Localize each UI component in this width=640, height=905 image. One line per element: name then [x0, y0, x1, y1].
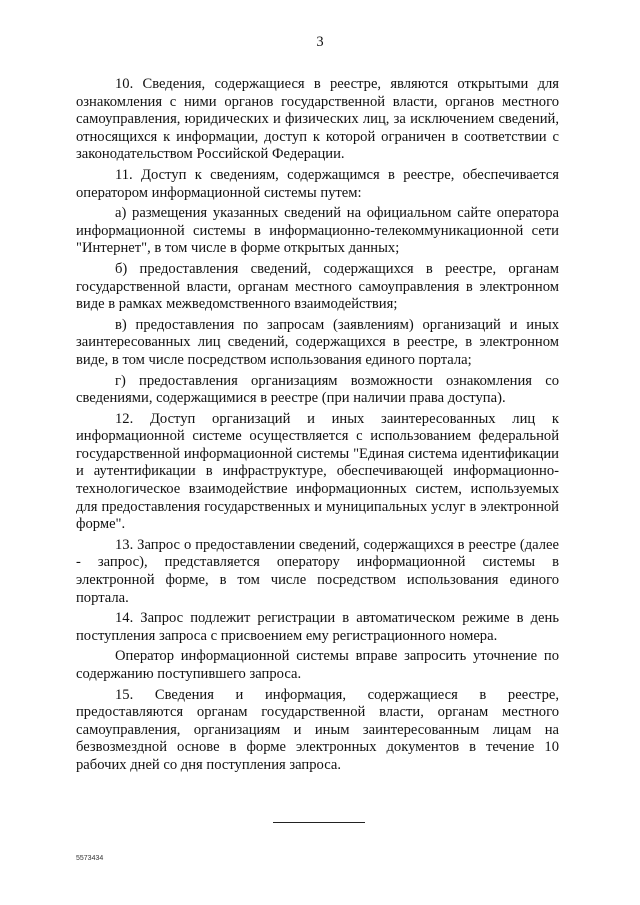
paragraph-12: 12. Доступ организаций и иных заинтересованных лиц к информационной системе осуществляется с использованием федеральной государственной информационной системы "Единая система идентификации и аутентификации в инфраструктуре, обеспечивающей информационно-технологическое взаимодействие информационных систем, используемых для предоставления государственных и муниципальных услуг в электронной форме".	[76, 410, 559, 533]
paragraph-13: 13. Запрос о предоставлении сведений, содержащихся в реестре (далее - запрос), представляется оператору информационной системы в электронной форме, в том числе посредством использования единого портала.	[76, 536, 559, 606]
paragraph-10: 10. Сведения, содержащиеся в реестре, являются открытыми для ознакомления с ними органов государственной власти, органов местного самоуправления, юридических и физических лиц, за исключением сведений, относящихся к информации, доступ к которой ограничен в соответствии с законодательством Российской Федерации.	[76, 76, 559, 163]
paragraph-11-g: г) предоставления организациям возможности ознакомления со сведениями, содержащимися в реестре (при наличии права доступа).	[76, 372, 559, 407]
paragraph-11-a: а) размещения указанных сведений на официальном сайте оператора информационной системы в информационно-телекоммуникационной сети "Интернет", в том числе в форме открытых данных;	[76, 205, 559, 257]
end-divider	[273, 822, 365, 823]
page-number: 3	[316, 34, 324, 50]
document-code: 5573434	[76, 855, 104, 862]
paragraph-15: 15. Сведения и информация, содержащиеся в реестре, предоставляются органам государственной власти, органам местного самоуправления, организациям и иным заинтересованным лицам на безвозмездной основе в форме электронных документов в течение 10 рабочих дней со дня поступления запроса.	[76, 686, 559, 773]
paragraph-11-b: б) предоставления сведений, содержащихся в реестре, органам государственной власти, органам местного самоуправления в электронном виде в рамках межведомственного взаимодействия;	[76, 260, 559, 313]
paragraph-14: 14. Запрос подлежит регистрации в автоматическом режиме в день поступления запроса с присвоением ему регистрационного номера.	[76, 610, 559, 644]
paragraph-11: 11. Доступ к сведениям, содержащимся в реестре, обеспечивается оператором информационной системы путем:	[76, 166, 559, 201]
document-body	[76, 76, 559, 778]
paragraph-14-note: Оператор информационной системы вправе запросить уточнение по содержанию поступившего запроса.	[76, 648, 559, 682]
paragraph-11-v: в) предоставления по запросам (заявлениям) организаций и иных заинтересованных лиц сведений, содержащихся в реестре, в электронном виде, в том числе посредством использования единого портала;	[76, 316, 559, 368]
